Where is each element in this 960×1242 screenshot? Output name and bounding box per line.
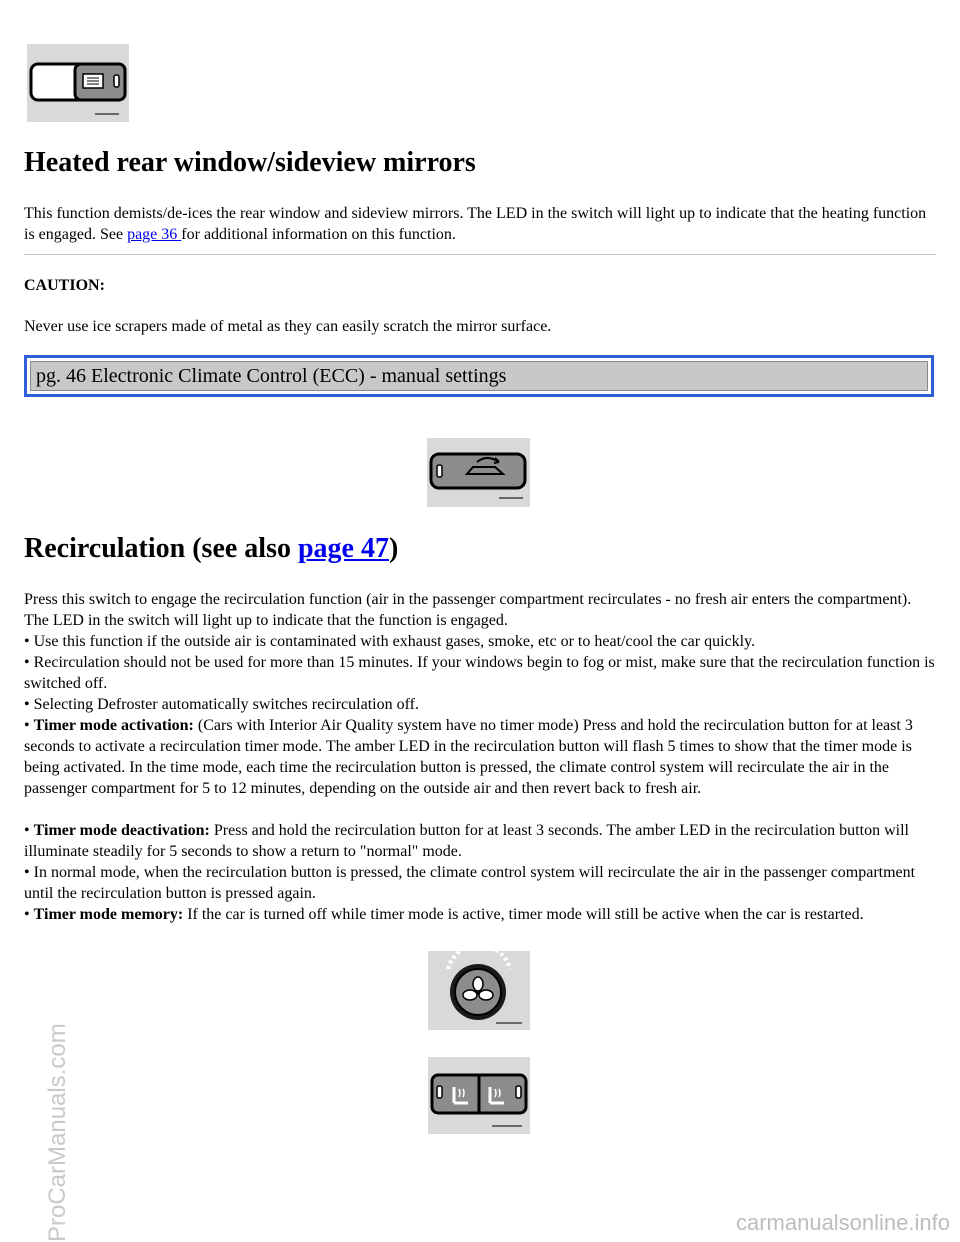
caution-text: Never use ice scrapers made of metal as they can easily scratch the mirror surface. (24, 318, 552, 335)
heated-rear-window-title: Heated rear window/sideview mirrors (24, 147, 476, 178)
description-text-end: for additional information on this function. (181, 226, 456, 243)
recirculation-title (24, 532, 398, 566)
recirculation-title-text: Recirculation (see also (24, 533, 298, 564)
recirculation-intro: Press this switch to engage the recirculation function (air in the passenger compartment recirculates - no fresh air enters the compartment). The LED in the switch will light up to indicate that the function is engaged. (24, 591, 912, 629)
caution-label: CAUTION: (24, 277, 105, 294)
page-47-link[interactable]: page 47 (297, 533, 389, 564)
bottom-watermark: carmanualsonline.info (735, 1210, 950, 1235)
fan-knob-icon (428, 951, 530, 1030)
heated-rear-window-description (24, 203, 936, 245)
bullet-item: • In normal mode, when the recirculation button is pressed, the climate control system will recirculate the air in the passenger compartment until the recirculation button is pressed again. (24, 864, 916, 902)
recirculation-switch-icon (427, 438, 530, 507)
rear-window-heater-switch-icon (27, 44, 129, 122)
section-divider (24, 254, 936, 256)
seat-heater-switch-icon (428, 1057, 530, 1134)
bullet-item: • Timer mode activation: (Cars with Interior Air Quality system have no timer mode) Press and hold the recirculation button for at least 3 seconds to activate a recirculation timer mode. The amber LED in the recirculation button will flash 5 times to show that the timer mode is being activated. In the time mode, each time the recirculation button is pressed, the climate control system will recirculate the air in the passenger compartment for 5 to 12 minutes, depending on the outside air and then revert back to fresh air. (24, 717, 913, 797)
page-header-title: pg. 46 Electronic Climate Control (ECC) - manual settings (30, 361, 928, 391)
page-36-link[interactable]: page 36 (127, 226, 182, 243)
page-header-bar (24, 355, 934, 397)
bullet-item: • Selecting Defroster automatically switches recirculation off. (24, 696, 419, 713)
description-text-start: This function demists/de-ices the rear window and sideview mirrors. The LED in the switch will light up to indicate that the heating function is engaged. See (24, 205, 927, 243)
bullet-item: • Recirculation should not be used for more than 15 minutes. If your windows begin to fog or mist, make sure that the recirculation function is switched off. (24, 654, 935, 692)
bullet-item: • Timer mode memory: If the car is turned off while timer mode is active, timer mode will still be active when the car is restarted. (24, 906, 864, 923)
recirculation-title-close: ) (388, 533, 399, 564)
bullet-item: • Timer mode deactivation: Press and hold the recirculation button for at least 3 seconds. The amber LED in the recirculation button will illuminate steadily for 5 seconds to show a return to "normal" mode. (24, 822, 909, 860)
bullet-item: • Use this function if the outside air is contaminated with exhaust gases, smoke, etc or to heat/cool the car quickly. (24, 633, 756, 650)
side-watermark: ProCarManuals.com (44, 1023, 71, 1242)
